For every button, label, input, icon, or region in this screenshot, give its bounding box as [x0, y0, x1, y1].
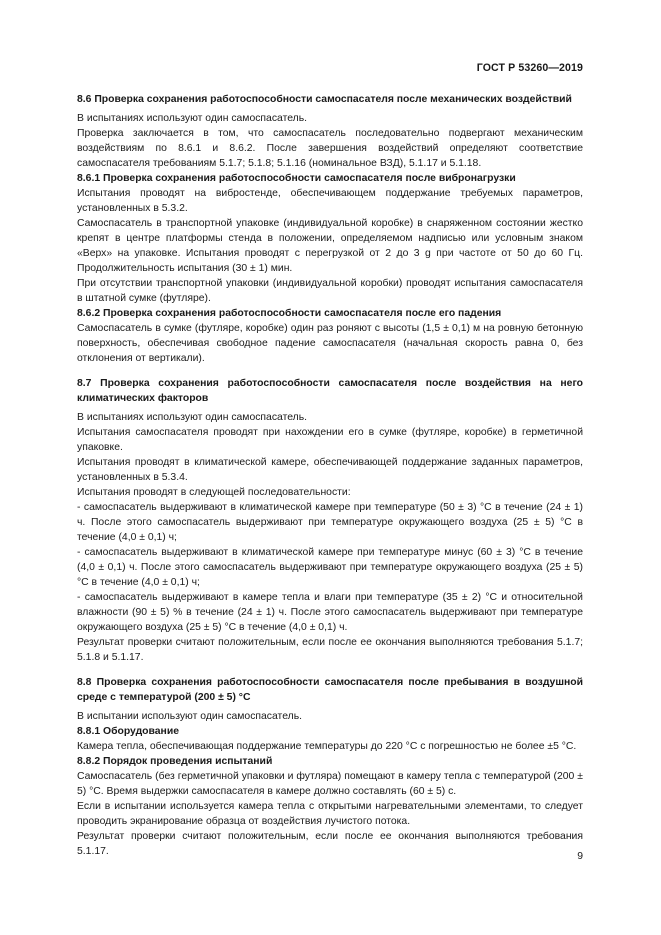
paragraph: Результат проверки считают положительным, если после ее окончания выполняются требования 5.1.7; 5.1.8 и 5.1.17.: [77, 637, 583, 663]
list-item: - самоспасатель выдерживают в камере тепла и влаги при температуре (35 ± 2) °С и относительной влажности (90 ± 5) % в течение (24 ± 1) ч. После этого самоспасатель выдерживают при температуре окружающего воздуха (25 ± 5) °С в течение (4,0 ± 0,1) ч.: [77, 592, 583, 633]
paragraph: Самоспасатель (без герметичной упаковки и футляра) помещают в камеру тепла с температурой (200 ± 5) °С. Время выдержки самоспасателя в камере должно составлять (60 ± 5) с.: [77, 771, 583, 797]
paragraph: Самоспасатель в транспортной упаковке (индивидуальной коробке) в снаряженном состоянии жестко крепят в центре платформы стенда в положении, определяемом надписью или условным знаком «Верх» на упаковке. Испытания проводят с перегрузкой от 2 до 3 g при частоте от 50 до 60 Гц. Продолжительность испытания (30 ± 1) мин.: [77, 218, 583, 274]
paragraph: Испытания проводят в следующей последовательности:: [77, 487, 351, 498]
subsection-8-6-1-title: 8.6.1 Проверка сохранения работоспособности самоспасателя после вибронагрузки: [77, 173, 516, 184]
paragraph: В испытании используют один самоспасатель.: [77, 711, 302, 722]
paragraph: Результат проверки считают положительным, если после ее окончания выполняются требования 5.1.17.: [77, 831, 583, 857]
paragraph: В испытаниях используют один самоспасатель.: [77, 113, 308, 124]
paragraph: В испытаниях используют один самоспасатель.: [77, 412, 308, 423]
paragraph: Камера тепла, обеспечивающая поддержание температуры до 220 °С с погрешностью не более ±5 °С.: [77, 741, 577, 752]
paragraph: Проверка заключается в том, что самоспасатель последовательно подвергают механическим воздействиям по 8.6.1 и 8.6.2. После завершения воздействий определяют соответствие самоспасателя требованиям 5.1.7; 5.1.8; 5.1.16 (номинальное ВЗД), 5.1.17 и 5.1.18.: [77, 128, 583, 169]
list-item: - самоспасатель выдерживают в климатической камере при температуре минус (60 ± 3) °С в течение (4,0 ± 0,1) ч. После этого самоспасатель выдерживают при температуре окружающего воздуха (25 ± 5) °С в течение (4,0 ± 0,1) ч;: [77, 547, 583, 588]
paragraph: Самоспасатель в сумке (футляре, коробке) один раз роняют с высоты (1,5 ± 0,1) м на ровную бетонную поверхность, обеспечивая свободное падение самоспасателя (начальная скорость равна 0, без отклонения от вертикали).: [77, 323, 583, 364]
list-item: - самоспасатель выдерживают в климатической камере при температуре (50 ± 3) °С в течение (24 ± 1) ч. После этого самоспасатель выдерживают при температуре окружающего воздуха (25 ± 5) °С в течение (4,0 ± 0,1) ч;: [77, 502, 583, 543]
subsection-8-8-2-title: 8.8.2 Порядок проведения испытаний: [77, 756, 273, 767]
subsection-8-6-2-title: 8.6.2 Проверка сохранения работоспособности самоспасателя после его падения: [77, 308, 502, 319]
paragraph: Испытания проводят на вибростенде, обеспечивающем поддержание требуемых параметров, установленных в 5.3.2.: [77, 188, 583, 214]
section-8-7-title: 8.7 Проверка сохранения работоспособности самоспасателя после воздействия на него климатических факторов: [77, 378, 583, 404]
document-code: ГОСТ Р 53260—2019: [476, 62, 583, 74]
page-content: [77, 92, 583, 859]
paragraph: Если в испытании используется камера тепла с открытыми нагревательными элементами, то следует проводить экранирование образца от воздействия лучистого потока.: [77, 801, 583, 827]
paragraph: При отсутствии транспортной упаковки (индивидуальной коробки) проводят испытания самоспасателя в штатной сумке (футляре).: [77, 278, 583, 304]
subsection-8-8-1-title: 8.8.1 Оборудование: [77, 726, 179, 737]
paragraph: Испытания самоспасателя проводят при нахождении его в сумке (футляре, коробке) в герметичной упаковке.: [77, 427, 583, 453]
section-8-6-title: 8.6 Проверка сохранения работоспособности самоспасателя после механических воздействий: [77, 94, 572, 105]
paragraph: Испытания проводят в климатической камере, обеспечивающей поддержание заданных параметров, установленных в 5.3.4.: [77, 457, 583, 483]
section-8-8-title: 8.8 Проверка сохранения работоспособности самоспасателя после пребывания в воздушной среде с температурой (200 ± 5) °С: [77, 677, 583, 703]
page-number: 9: [577, 851, 583, 862]
